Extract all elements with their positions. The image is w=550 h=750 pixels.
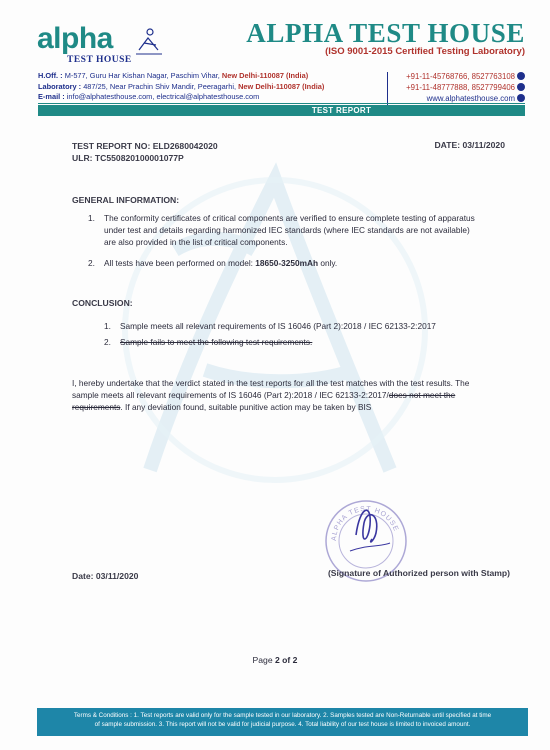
website-line: www.alphatesthouse.com bbox=[406, 93, 525, 104]
phone-line-1: +91-11-45768766, 8527763108 bbox=[406, 71, 525, 82]
logo-subtitle: TEST HOUSE bbox=[67, 55, 132, 65]
conclusion-heading: CONCLUSION: bbox=[72, 298, 133, 308]
svg-text:ALPHA TEST HOUSE: ALPHA TEST HOUSE bbox=[330, 505, 400, 542]
report-date: DATE: 03/11/2020 bbox=[434, 140, 505, 150]
alpha-logo-figure-icon bbox=[134, 26, 164, 56]
email-line: E-mail : info@alphatesthouse.com, electrical@alphatesthouse.com bbox=[38, 92, 260, 101]
address-block bbox=[38, 71, 383, 103]
page-number: Page 2 of 2 bbox=[252, 655, 298, 665]
ulr-number: ULR: TC550820100001077P bbox=[72, 153, 184, 163]
phone-icon bbox=[517, 83, 525, 91]
report-number: TEST REPORT NO: ELD2680042020 bbox=[72, 141, 218, 151]
terms-line-2: of sample submission. 3. This report will not be valid for judicial purpose. 4. Total liability of our test house is limited to invoiced amount. bbox=[94, 720, 471, 728]
certification-subtitle: (ISO 9001-2015 Certified Testing Laboratory) bbox=[325, 46, 525, 57]
signature-caption: (Signature of Authorized person with Stamp) bbox=[327, 568, 510, 578]
head-office-line: H.Off. : M-577, Guru Har Kishan Nagar, Paschim Vihar, New Delhi-110087 (India) bbox=[38, 71, 309, 80]
phone-line-2: +91-11-48777888, 8527799406 bbox=[406, 82, 525, 93]
phone-icon bbox=[517, 72, 525, 80]
undertaking-paragraph: I, hereby undertake that the verdict stated in the test reports for all the test matches with the test results. The sample meets all relevant requirements of IS 16046 (Part 2):2018 / IEC 62133-2:2017/does not meet the requirements. If any deviation found, suitable punitive action may be taken by BIS bbox=[72, 378, 470, 412]
alpha-logo bbox=[37, 24, 157, 68]
model-name: 18650-3250mAh bbox=[255, 258, 319, 268]
company-title: ALPHA TEST HOUSE bbox=[246, 18, 525, 48]
general-information-heading: GENERAL INFORMATION: bbox=[72, 195, 180, 205]
logo-word: alpha bbox=[37, 22, 113, 55]
test-report-bar: TEST REPORT bbox=[38, 105, 525, 116]
laboratory-line: Laboratory : 487/25, Near Prachin Shiv Mandir, Peeragarhi, New Delhi-110087 (India) bbox=[38, 81, 325, 91]
report-identifiers bbox=[72, 140, 218, 164]
terms-line-1: Terms & Conditions : 1. Test reports are valid only for the sample tested in our laboratory. 2. Samples tested are Non-Returnable until specified at time bbox=[73, 712, 492, 719]
report-page: alpha TEST HOUSE ALPHA TEST HOUSE (ISO 9001-2015 Certified Testing Laboratory) H.Off. : M-577, Guru Har Kishan Nagar, Paschim Vihar, New Delhi-110087 (India) Laboratory : 487/25, Near Prachin Shiv Mandir, Peeragarhi, New Delhi-110087 (India) E-mail : info@alphatesthouse.com, electrical@alphatesthouse.com +91-11-45768766, 8527763108 +91-11-48777888, 8527799406 www.alphatesthouse.com TEST REPORT TEST REPORT NO: ELD2680042020 ULR: TC550820100001077P DATE: 03/11/2020 GENERAL INFORMATION: 1. The conformity certificates of critical components are verified to ensure complete testing of apparatus under test and details regarding harmonized IEC standards (where IEC standards are not available) are also provided in the list of critical components. 2. All tests have been performed on model: 18650-3250mAh only. CONCLUSION: 1. Sample meets all relevant requirements of IS 16046 (Part 2):2018 / IEC 62133-2:2017 2. Sample fails to meet the following test requirements. I, hereby undertake that the verdict stated in the test reports for all the test matches with the test results. The sample meets all relevant requirements of IS 16046 (Part 2):2018 / IEC 62133-2:2017/does not meet the requirements. If any deviation found, suitable punitive action may be taken by BIS ALPHA TEST HOUSE Date: 03/11/2020 (Signature of Authorized person with Stamp) Page 2 of 2 Terms & Conditions : 1. Test reports are valid only for the sample tested in our laboratory. 2. Samples tested are Non-Returnable until specified at time of sample submission. 3. This report will not be valid for judicial purpose. 4. Total liability of our test house is limited to invoiced amount. bbox=[0, 0, 550, 750]
web-icon bbox=[517, 94, 525, 102]
header-divider bbox=[387, 72, 388, 105]
header-rule bbox=[38, 103, 525, 104]
signoff-date: Date: 03/11/2020 bbox=[72, 571, 139, 581]
terms-footer bbox=[37, 708, 528, 736]
contact-block bbox=[406, 71, 525, 104]
